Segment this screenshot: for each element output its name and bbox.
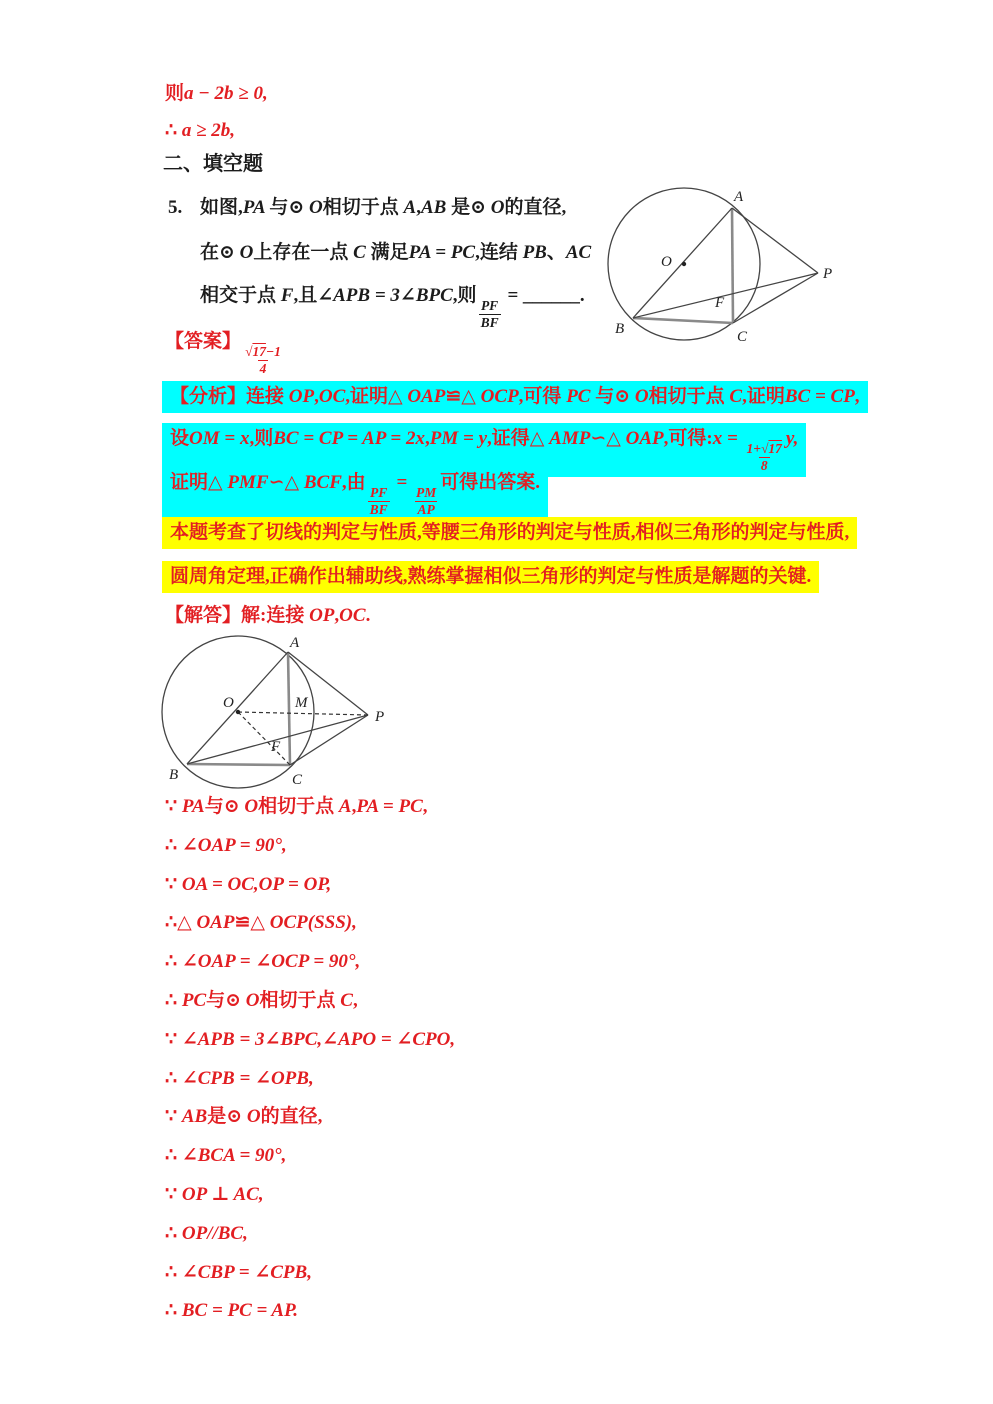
text-run: ∵	[165, 1183, 182, 1205]
text-run: BC = CP	[784, 386, 855, 407]
text-run: 的直径,	[260, 1106, 323, 1128]
text-run: ,可得:	[663, 428, 713, 449]
key-point-line-2	[162, 561, 819, 593]
text-run: 证明△	[170, 472, 228, 493]
text-run: ∠BCA = 90°,	[181, 1145, 287, 1167]
text-run: OP//BC,	[181, 1222, 248, 1244]
segment-AP	[732, 208, 818, 273]
text-run: 是⊙	[207, 1106, 247, 1128]
label-O: O	[223, 695, 234, 711]
text-run: OP ⊥ AC,	[181, 1183, 264, 1205]
text-run: ,由	[341, 472, 366, 493]
key-point-line-1	[162, 517, 857, 549]
label-A: A	[290, 635, 300, 651]
text-run: AC	[565, 242, 592, 263]
text-run: OM = x	[189, 428, 250, 449]
answer-line	[165, 330, 285, 376]
text-run: BC = PC = AP.	[181, 1300, 298, 1322]
text-run: a ≥ 2b,	[181, 120, 236, 141]
deduction-line-1	[165, 82, 268, 106]
text-run: O	[634, 386, 649, 407]
fraction: $\frac{PF}{BF}$	[480, 298, 499, 330]
text-run: ,	[334, 605, 340, 626]
text-run: 本题考查了切线的判定与性质,等腰三角形的判定与性质,相似三角形的判定与性质,	[170, 522, 850, 543]
label-C: C	[737, 329, 748, 345]
text-run: ,则	[249, 428, 274, 449]
text-run: ,	[422, 796, 428, 817]
text-run: O	[245, 989, 260, 1011]
solution-step	[165, 1060, 455, 1099]
problem-line-3	[200, 284, 585, 330]
solution-step	[165, 788, 455, 827]
text-run: 上存在一点	[253, 242, 354, 263]
text-run: ,	[351, 796, 357, 817]
text-run: C	[340, 989, 353, 1011]
solution-step	[165, 1254, 455, 1293]
solution-steps	[165, 788, 455, 1331]
label-F: F	[715, 295, 725, 311]
text-run: ∠OAP = ∠OCP = 90°,	[181, 951, 361, 973]
text-run: .	[579, 285, 585, 306]
label-B: B	[615, 321, 625, 337]
text-run: AMP	[549, 428, 591, 449]
fraction: $\frac{PM}{AP}$	[416, 485, 437, 517]
label-F: F	[271, 739, 281, 755]
solution-step	[165, 1215, 455, 1254]
text-run: PC	[566, 386, 596, 407]
text-run: ______	[522, 285, 580, 306]
text-run: 是⊙	[451, 197, 491, 218]
text-run: a − 2b ≥ 0,	[184, 83, 268, 104]
text-run: 【解答】解:连接	[165, 605, 310, 626]
text-run: .	[365, 605, 371, 626]
text-run: ,	[416, 197, 421, 218]
text-run: =	[391, 472, 412, 493]
fraction: $\frac{1+√17}{8}$	[746, 441, 782, 473]
text-run: O	[244, 796, 259, 817]
text-run: ∽△	[268, 472, 304, 493]
segment-AC	[288, 652, 290, 765]
segment-AC	[732, 208, 733, 323]
label-C: C	[292, 772, 303, 788]
solution-step	[165, 904, 455, 943]
text-run: OA = OC,OP = OP,	[181, 873, 332, 895]
text-run: OCP	[480, 386, 519, 407]
label-B: B	[169, 767, 179, 783]
text-run: ∠APB = 3∠BPC	[317, 285, 453, 306]
text-run: ∵	[165, 796, 182, 817]
text-run: AB	[181, 1106, 208, 1128]
section-heading: 二、填空题	[163, 153, 263, 175]
text-run: OC	[339, 605, 366, 626]
text-run: ∴	[165, 834, 182, 856]
text-run: ,	[352, 989, 358, 1011]
segment-CP	[733, 273, 818, 323]
text-run: 可得出答案.	[440, 472, 541, 493]
text-run: ∴	[165, 989, 182, 1011]
deduction-line-2	[165, 119, 235, 143]
text-run: PMF	[227, 472, 269, 493]
text-run: OAP	[196, 912, 235, 934]
text-run: OP	[309, 605, 335, 626]
segment-BC	[187, 764, 290, 765]
text-run: 相交于点	[200, 285, 281, 306]
text-run: ,则	[452, 285, 477, 306]
text-run: x =	[712, 428, 743, 449]
text-run: ,证明	[742, 386, 785, 407]
solution-figure	[155, 635, 407, 803]
text-run: ∴	[165, 951, 182, 973]
text-run: 相切于点	[322, 197, 404, 218]
text-run: ∴	[165, 1300, 182, 1322]
text-run: ,可得	[518, 386, 567, 407]
text-run: ,且	[293, 285, 318, 306]
text-run: 则	[165, 83, 185, 104]
text-run: y,	[785, 428, 799, 449]
text-run: BCF	[303, 472, 342, 493]
problem-number: 5.	[168, 197, 183, 218]
text-run: ∴	[165, 120, 182, 141]
text-run: 在⊙	[200, 242, 240, 263]
text-run: C	[729, 386, 743, 407]
text-run: 相切于点	[258, 796, 339, 817]
fraction: $\frac{PF}{BF}$	[369, 485, 388, 517]
solution-step	[165, 1292, 455, 1331]
solution-step	[165, 866, 455, 905]
text-run: ,证得△	[487, 428, 550, 449]
segment-BP	[633, 273, 818, 318]
problem-figure	[595, 176, 847, 348]
solution-step	[165, 1137, 455, 1176]
label-A: A	[734, 189, 744, 205]
solution-intro	[165, 604, 370, 628]
text-run: BC = CP = AP = 2x	[273, 428, 426, 449]
text-run: ,	[854, 386, 860, 407]
text-run: ∽△	[590, 428, 626, 449]
text-run: OC	[318, 386, 346, 407]
text-run: 设	[170, 428, 190, 449]
text-run: ∵	[165, 873, 182, 895]
label-P: P	[375, 709, 385, 725]
text-run: ∠APB = 3∠BPC,∠APO = ∠CPO,	[181, 1028, 456, 1050]
text-run: 【分析】连接	[170, 386, 289, 407]
problem-line-1	[200, 196, 566, 220]
text-run: O	[309, 197, 323, 218]
text-run: ∴	[165, 1067, 182, 1089]
text-run: ∴	[165, 1145, 182, 1167]
segment-BC	[633, 318, 733, 323]
text-run: 与⊙	[269, 197, 310, 218]
text-run: F	[280, 285, 294, 306]
label-M: M	[295, 695, 308, 711]
text-run: ≌△	[445, 386, 481, 407]
solution-step	[165, 943, 455, 982]
text-run: OAP	[625, 428, 664, 449]
text-run: PA = PC	[356, 796, 423, 817]
text-run: ∵	[165, 1106, 182, 1128]
text-run: 的直径,	[504, 197, 567, 218]
solution-step	[165, 1176, 455, 1215]
text-run: 圆周角定理,正确作出辅助线,熟练掌握相似三角形的判定与性质是解题的关键.	[170, 566, 812, 587]
text-run: O	[490, 197, 505, 218]
text-run: 【答案】	[165, 331, 242, 352]
text-run: ∴△	[165, 912, 197, 934]
text-run: ∠CBP = ∠CPB,	[181, 1261, 312, 1283]
text-run: OP	[288, 386, 315, 407]
analysis-line-1	[162, 381, 868, 413]
label-O: O	[661, 254, 672, 270]
text-run: 相切于点	[648, 386, 730, 407]
center-dot	[236, 710, 240, 714]
center-dot	[682, 262, 686, 266]
label-P: P	[823, 266, 833, 282]
analysis-line-3	[162, 467, 548, 521]
text-run: O	[239, 242, 254, 263]
text-run: ∠OAP = 90°,	[181, 834, 287, 856]
text-run: AB	[420, 197, 452, 218]
dashed-OP	[238, 712, 368, 715]
text-run: PA	[242, 197, 270, 218]
text-run: 与⊙	[204, 796, 245, 817]
text-run: A	[403, 197, 417, 218]
text-run: C	[353, 242, 371, 263]
text-run: 满足	[370, 242, 409, 263]
text-run: OAP	[407, 386, 446, 407]
text-run: ,	[314, 386, 319, 407]
solution-step	[165, 1021, 455, 1060]
text-run: PA = PC	[408, 242, 476, 263]
text-run: 与⊙	[206, 989, 246, 1011]
text-run: A	[338, 796, 352, 817]
text-run: 、	[546, 242, 566, 263]
text-run: 与⊙	[595, 386, 635, 407]
text-run: 如图,	[200, 197, 243, 218]
text-run: ≌△	[234, 912, 270, 934]
fraction: $\frac{√17-1}{4}$	[245, 344, 281, 376]
solution-step	[165, 827, 455, 866]
text-run: PC	[181, 989, 207, 1011]
text-run: OCP(SSS),	[269, 912, 357, 934]
text-run: ∴	[165, 1261, 182, 1283]
text-run: PB	[522, 242, 547, 263]
text-run: ,证明△	[345, 386, 408, 407]
text-run: ∵	[165, 1028, 182, 1050]
text-run: 相切于点	[259, 989, 341, 1011]
problem-line-2	[200, 241, 591, 265]
solution-step	[165, 1098, 455, 1137]
text-run: PM = y	[429, 428, 488, 449]
text-run: ∠CPB = ∠OPB,	[181, 1067, 314, 1089]
text-run: PA	[181, 796, 205, 817]
solution-step	[165, 982, 455, 1021]
text-run: ,	[425, 428, 430, 449]
text-run: ,连结	[475, 242, 523, 263]
text-run: =	[502, 285, 523, 306]
text-run: O	[246, 1106, 261, 1128]
segment-CP	[290, 715, 368, 765]
text-run: ∴	[165, 1222, 182, 1244]
